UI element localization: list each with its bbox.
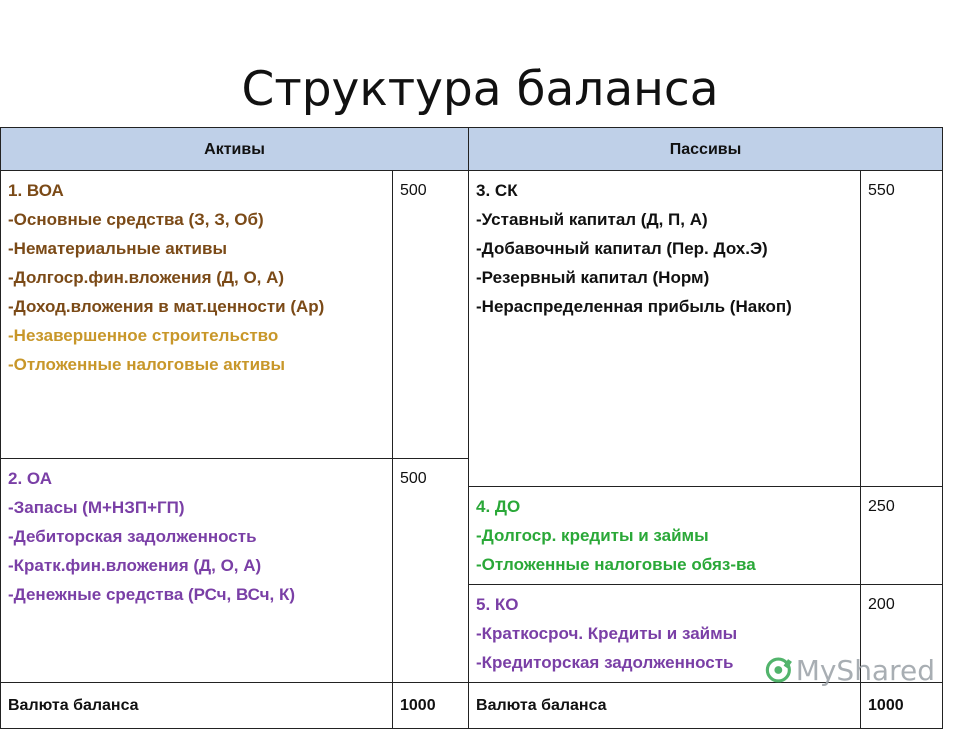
table-header-row [1,128,943,171]
sk-item: -Резервный капитал (Норм) [476,268,710,287]
liabilities-header: Пассивы [469,128,943,171]
ko-heading: 5. КО [476,595,519,614]
voa-value: 500 [393,171,469,459]
sk-item: -Уставный капитал (Д, П, А) [476,210,708,229]
voa-item: -Основные средства (З, З, Об) [8,210,264,229]
voa-item: -Нематериальные активы [8,239,227,258]
ko-item: -Краткосроч. Кредиты и займы [476,624,738,643]
sk-item: -Добавочный капитал (Пер. Дох.Э) [476,239,768,258]
sk-heading: 3. СК [476,181,518,200]
assets-total-label: Валюта баланса [1,683,393,729]
voa-item: -Долгоср.фин.вложения (Д, О, А) [8,268,285,287]
ko-value: 200 [861,585,943,683]
watermark-text: MyShared [795,653,935,687]
table-row [1,171,943,459]
voa-item: -Отложенные налоговые активы [8,355,286,374]
do-item: -Отложенные налоговые обяз-ва [476,555,756,574]
oa-item: -Денежные средства (РСч, ВСч, К) [8,585,295,604]
do-item: -Долгоср. кредиты и займы [476,526,709,545]
sk-cell [469,171,861,487]
oa-heading: 2. ОА [8,469,52,488]
voa-heading: 1. ВОА [8,181,64,200]
oa-item: -Дебиторская задолженность [8,527,257,546]
do-value: 250 [861,487,943,585]
assets-header: Активы [1,128,469,171]
liabilities-total-label: Валюта баланса [469,683,861,729]
slide-title: Структура баланса [241,62,719,117]
liabilities-total-value: 1000 [861,683,943,729]
oa-item: -Кратк.фин.вложения (Д, О, А) [8,556,262,575]
myshared-logo-icon [765,653,792,687]
do-heading: 4. ДО [476,497,521,516]
voa-cell [1,171,393,459]
sk-value: 550 [861,171,943,487]
ko-item: -Кредиторская задолженность [476,653,734,672]
oa-item: -Запасы (М+НЗП+ГП) [8,498,185,517]
sk-item: -Нераспределенная прибыль (Накоп) [476,297,792,316]
do-cell [469,487,861,585]
voa-item: -Незавершенное строительство [8,326,279,345]
oa-cell [1,459,393,683]
watermark [765,650,935,690]
oa-value: 500 [393,459,469,683]
voa-item: -Доход.вложения в мат.ценности (Ар) [8,297,325,316]
assets-total-value: 1000 [393,683,469,729]
balance-structure-table [0,127,943,729]
